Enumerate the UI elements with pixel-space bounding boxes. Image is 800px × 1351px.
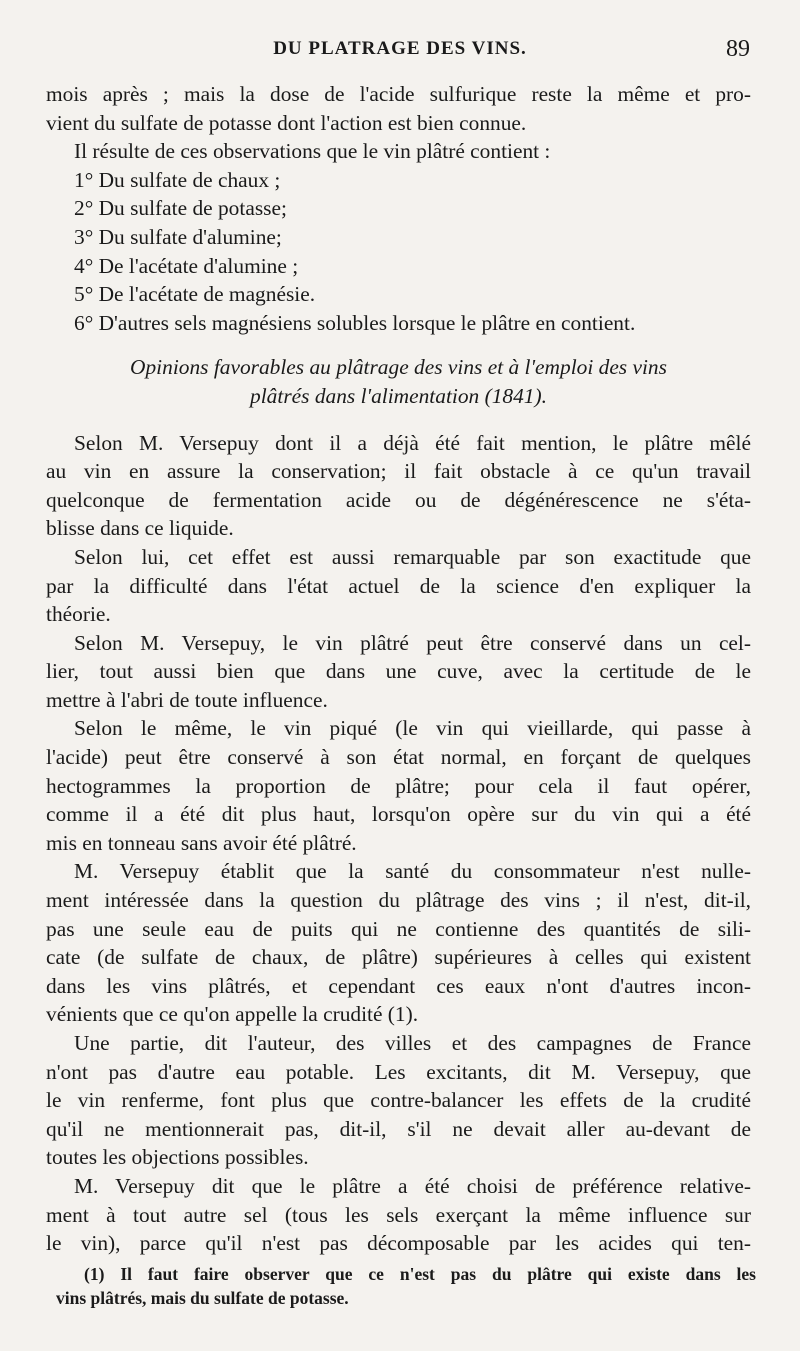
paragraph [46,629,751,715]
text-line: blisse dans ce liquide. [46,516,234,541]
text-line: hectogrammes la proportion de plâtre; pour cela il faut opérer, [46,773,751,798]
paragraph [46,429,751,543]
text-line: M. Versepuy dit que le plâtre a été choisi de préférence relative- [74,1173,751,1198]
paragraph [46,543,751,629]
text-line: comme il a été dit plus haut, lorsqu'on opère sur du vin qui a été [46,802,751,827]
text-line: toutes les objections possibles. [46,1145,309,1170]
paragraph [46,857,751,1029]
text-line: le vin renferme, font plus que contre-balancer les effets de la crudité [46,1088,751,1113]
heading-line: plâtrés dans l'alimentation (1841). [250,383,547,408]
section-heading [46,353,751,410]
list-item: 4° De l'acétate d'alumine ; [74,253,299,278]
list-item: 2° Du sulfate de potasse; [74,196,287,221]
paragraph [46,1172,751,1258]
heading-line: Opinions favorables au plâtrage des vins et à l'emploi des vins [130,355,667,380]
paragraph [46,137,751,166]
text-line: ment à tout autre sel (tous les sels exerçant la même influence sur [46,1202,751,1227]
footnote-line: vins plâtrés, mais du sulfate de potasse. [56,1288,349,1308]
text-line: dans les vins plâtrés, et cependant ces eaux n'ont d'autres incon- [46,973,751,998]
text-line: cate (de sulfate de chaux, de plâtre) supérieures à celles qui existent [46,945,751,970]
page-number: 89 [726,36,750,62]
text-line: l'acide) peut être conservé à son état normal, en forçant de quelques [46,745,751,770]
running-head [46,38,754,70]
text-line: Il résulte de ces observations que le vin plâtré contient : [74,139,551,164]
text-line: Selon le même, le vin piqué (le vin qui vieillarde, qui passe à [74,716,751,741]
text-line: vénients que ce qu'on appelle la crudité (1). [46,1002,419,1027]
list-item: 5° De l'acétate de magnésie. [74,282,316,307]
text-line: n'ont pas d'autre eau potable. Les excitants, dit M. Versepuy, que [46,1059,751,1084]
text-line: qu'il ne mentionnerait pas, dit-il, s'il ne devait aller au-devant de [46,1116,751,1141]
list-item: 3° Du sulfate d'alumine; [74,224,282,249]
text-line: par la difficulté dans l'état actuel de la science d'en expliquer la [46,573,751,598]
text-line: mois après ; mais la dose de l'acide sulfurique reste la même et pro- [46,82,751,106]
text-line: le vin), parce qu'il n'est pas décomposable par les acides qui ten- [46,1231,751,1256]
list-item: 1° Du sulfate de chaux ; [74,167,281,192]
list [46,166,751,338]
footnote-line: (1) Il faut faire observer que ce n'est pas du plâtre qui existe dans les [84,1264,756,1284]
text-line: M. Versepuy établit que la santé du consommateur n'est nulle- [74,859,751,884]
list-item: 6° D'autres sels magnésiens solubles lorsque le plâtre en contient. [74,310,636,335]
running-title: DU PLATRAGE DES VINS. [273,38,527,59]
text-line: quelconque de fermentation acide ou de dégénérescence ne s'éta- [46,487,751,512]
text-line: Selon lui, cet effet est aussi remarquable par son exactitude que [74,544,751,569]
text-line: Une partie, dit l'auteur, des villes et des campagnes de France [74,1031,751,1055]
text-line: mettre à l'abri de toute influence. [46,687,328,712]
paragraph [46,80,751,137]
text-line: Selon M. Versepuy, le vin plâtré peut être conservé dans un cel- [74,630,751,655]
text-line: pas une seule eau de puits qui ne contienne des quantités de sili- [46,916,751,941]
text-line: théorie. [46,602,111,627]
body-text [46,80,751,1258]
text-line: lier, tout aussi bien que dans une cuve, avec la certitude de le [46,659,751,684]
footnote [56,1262,756,1310]
text-line: vient du sulfate de potasse dont l'action est bien connue. [46,110,527,135]
paragraph [46,714,751,857]
text-line: Selon M. Versepuy dont il a déjà été fait mention, le plâtre mêlé [74,430,751,455]
text-line: mis en tonneau sans avoir été plâtré. [46,830,357,855]
text-line: ment intéressée dans la question du plâtrage des vins ; il n'est, dit-il, [46,888,751,913]
paragraph [46,1029,751,1172]
text-line: au vin en assure la conservation; il fait obstacle à ce qu'un travail [46,459,751,484]
